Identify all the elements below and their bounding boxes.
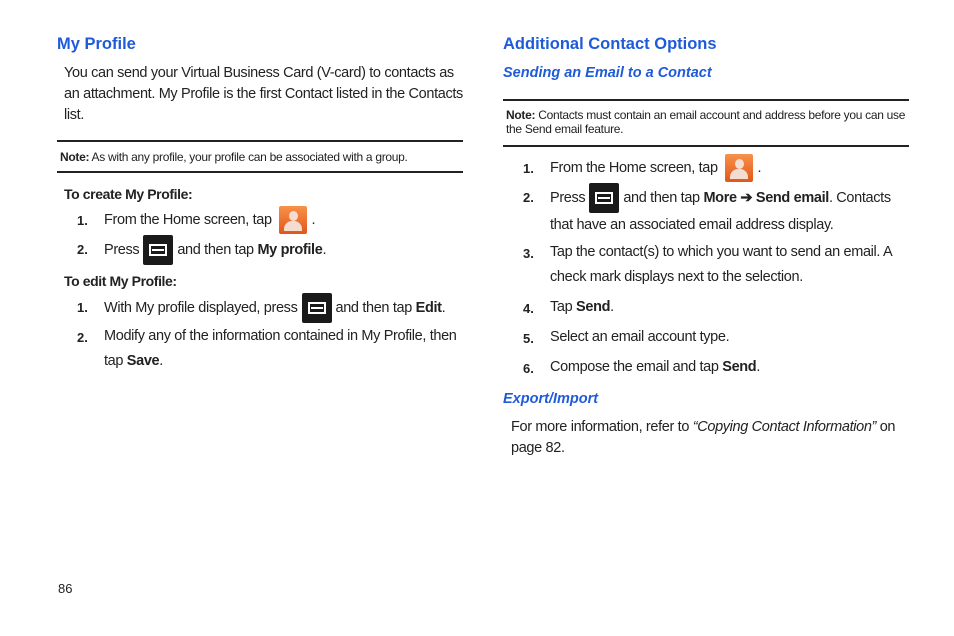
step-text: . [757, 159, 762, 176]
step-bold: Send [722, 359, 757, 375]
paragraph-text: For more information, refer to [511, 419, 693, 435]
subsection-title-export-import: Export/Import [503, 391, 599, 407]
step-number: 3. [523, 246, 534, 261]
create-step-1 [104, 206, 315, 234]
step-text: Press [550, 189, 586, 206]
note-label: Note: [60, 150, 90, 164]
menu-key-icon [302, 293, 332, 323]
menu-key-icon [589, 183, 619, 213]
edit-step-2 [104, 324, 464, 374]
step-text: Press [104, 241, 140, 258]
section-title-my-profile: My Profile [57, 35, 136, 53]
step-text: Tap [550, 299, 573, 315]
step-number: 2. [77, 242, 88, 257]
email-step-3: Tap the contact(s) to which you want to send an email. A check mark displays next to the selection. [550, 244, 892, 285]
note-text: As with any profile, your profile can be associated with a group. [89, 150, 408, 164]
subsection-title-email: Sending an Email to a Contact [503, 65, 712, 81]
create-label: To create My Profile: [64, 186, 193, 202]
page-number: 86 [58, 581, 73, 596]
edit-label: To edit My Profile: [64, 273, 177, 289]
divider [503, 99, 909, 101]
divider [57, 171, 463, 173]
step-bold: More [703, 189, 737, 206]
step-number: 1. [523, 161, 534, 176]
section-title-additional-options: Additional Contact Options [503, 35, 717, 53]
step-bold: Send [576, 299, 611, 315]
step-text: . [610, 299, 614, 315]
step-text: Compose the email and tap [550, 359, 719, 375]
step-bold: My profile [257, 241, 323, 258]
email-step-1 [550, 154, 761, 182]
edit-step-1 [104, 293, 445, 323]
email-step-5: Select an email account type. [550, 329, 730, 345]
step-text: . [311, 211, 316, 228]
step-text: From the Home screen, tap [104, 211, 272, 228]
email-step-2 [550, 183, 910, 238]
email-step-4 [550, 295, 614, 320]
note-text: Contacts must contain an email account and address before you can use the Send email feature. [506, 108, 906, 136]
step-text: . [756, 359, 761, 375]
cross-reference-link[interactable]: “Copying Contact Information” [692, 419, 877, 435]
step-text: . Contacts that have an associated email address display. [550, 189, 891, 233]
step-text: Modify any of the information contained in My Profile, then tap [104, 328, 457, 369]
export-paragraph [511, 417, 906, 459]
step-text: and then tap [623, 189, 700, 206]
paragraph-text: on page 82. [511, 419, 896, 456]
arrow-icon: ➔ [740, 189, 753, 206]
note [60, 150, 460, 164]
create-step-2 [104, 235, 326, 265]
menu-key-icon [143, 235, 173, 265]
step-number: 4. [523, 301, 534, 316]
step-text: and then tap [335, 299, 412, 316]
contacts-app-icon [279, 206, 307, 234]
step-number: 6. [523, 361, 534, 376]
step-bold: Send email [755, 189, 829, 206]
step-text: . [441, 299, 446, 316]
intro-paragraph: You can send your Virtual Business Card (V-card) to contacts as an attachment. My Profile is the first Contact listed in the Contacts list. [64, 65, 463, 123]
step-text: and then tap [177, 241, 254, 258]
step-number: 1. [77, 300, 88, 315]
step-number: 2. [523, 190, 534, 205]
email-step-6 [550, 355, 760, 380]
note-label: Note: [506, 108, 536, 122]
step-text: . [159, 353, 163, 369]
step-bold: Edit [415, 299, 442, 316]
step-number: 5. [523, 331, 534, 346]
step-bold: Save [126, 353, 160, 369]
divider [503, 145, 909, 147]
step-number: 2. [77, 330, 88, 345]
divider [57, 140, 463, 142]
note [506, 108, 906, 136]
contacts-app-icon [725, 154, 753, 182]
step-text: . [322, 241, 327, 258]
step-text: From the Home screen, tap [550, 159, 718, 176]
step-text: With My profile displayed, press [104, 299, 298, 316]
step-number: 1. [77, 213, 88, 228]
